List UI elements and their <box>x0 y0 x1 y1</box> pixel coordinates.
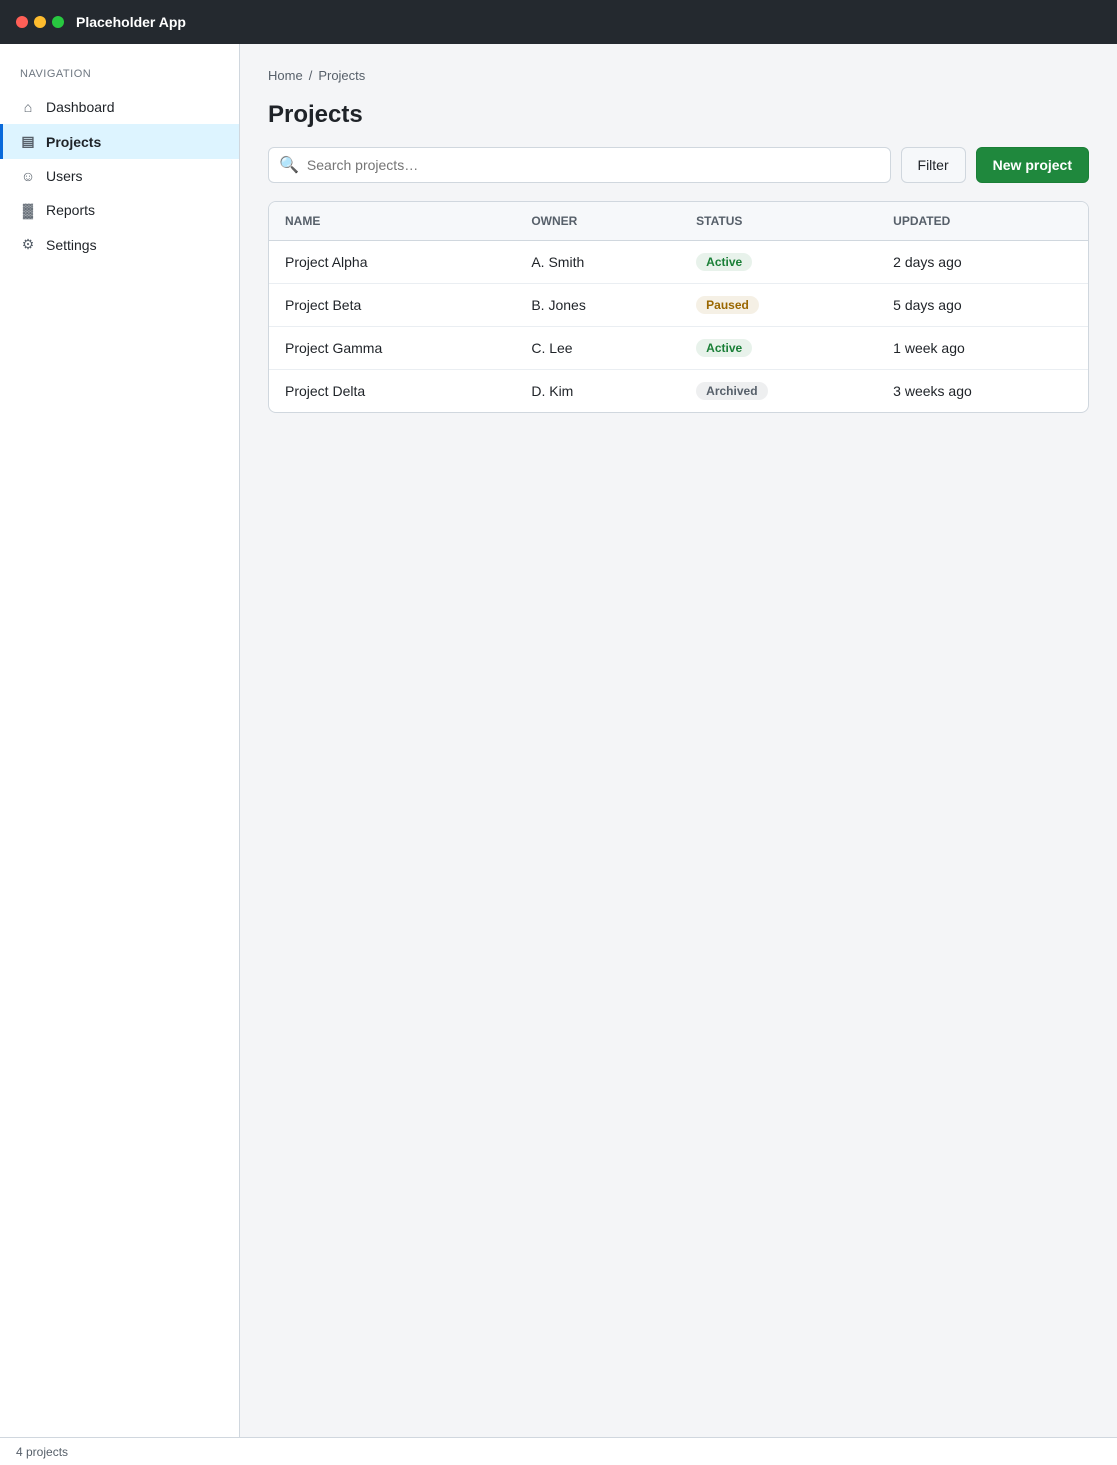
title-bar <box>0 0 1117 44</box>
projects-table <box>269 202 1088 412</box>
sidebar <box>0 44 240 1437</box>
search-input[interactable] <box>307 157 880 173</box>
window-title: Placeholder App <box>76 14 186 30</box>
sidebar-item-projects[interactable] <box>0 124 239 159</box>
status-badge: Paused <box>696 296 759 314</box>
table-row[interactable] <box>269 284 1088 327</box>
minimize-window-icon[interactable] <box>34 16 46 28</box>
sidebar-item-label: Settings <box>46 236 97 253</box>
chart-icon: ▓ <box>22 202 34 218</box>
column-header[interactable]: UPDATED <box>877 202 1088 241</box>
breadcrumb-current: Projects <box>318 68 366 83</box>
gear-icon: ⚙ <box>21 236 35 252</box>
close-window-icon[interactable] <box>16 16 28 28</box>
user-icon: ☺ <box>20 168 36 184</box>
sidebar-item-label: Users <box>46 168 83 184</box>
status-badge: Active <box>696 253 752 271</box>
table-cell: Project Beta <box>269 284 515 327</box>
sidebar-item-dashboard[interactable] <box>0 90 239 124</box>
table-cell: A. Smith <box>515 241 680 284</box>
column-header[interactable]: NAME <box>269 202 515 241</box>
table-row[interactable] <box>269 327 1088 370</box>
table-cell: 1 week ago <box>877 327 1088 370</box>
table-cell: D. Kim <box>531 383 574 399</box>
status-badge: Archived <box>696 382 767 400</box>
table-cell <box>680 327 877 370</box>
table-cell: C. Lee <box>515 327 680 370</box>
status-bar <box>0 1437 1117 1465</box>
table-cell: Project Alpha <box>269 241 515 284</box>
new-project-button[interactable]: New project <box>976 147 1089 183</box>
table-cell: B. Jones <box>515 284 680 327</box>
table-cell <box>680 284 877 327</box>
table-cell: 2 days ago <box>877 241 1088 284</box>
sidebar-item-users[interactable] <box>0 159 239 193</box>
sidebar-item-reports[interactable] <box>0 193 239 227</box>
table-cell <box>680 241 877 284</box>
main-content <box>240 44 1117 1437</box>
home-icon: ⌂ <box>23 99 33 115</box>
table-cell: 5 days ago <box>877 284 1088 327</box>
status-badge: Active <box>696 339 752 357</box>
maximize-window-icon[interactable] <box>52 16 64 28</box>
table-cell <box>680 370 877 413</box>
column-header[interactable]: OWNER <box>515 202 680 241</box>
toolbar <box>268 147 1089 183</box>
table-row[interactable] <box>269 241 1088 284</box>
filter-button[interactable]: Filter <box>901 147 966 183</box>
table-cell: Project Delta <box>285 383 366 399</box>
breadcrumb-separator: / <box>308 68 313 83</box>
search-icon: 🔍 <box>279 157 299 174</box>
column-header[interactable]: STATUS <box>680 202 877 241</box>
table-cell: Project Gamma <box>269 327 515 370</box>
page-title: Projects <box>268 101 363 128</box>
sidebar-heading: NAVIGATION <box>20 68 92 80</box>
breadcrumb <box>268 68 1089 83</box>
search-box <box>268 147 891 183</box>
sidebar-item-label: Dashboard <box>46 99 115 115</box>
folder-icon: ▤ <box>21 133 35 149</box>
table-cell: 3 weeks ago <box>893 383 972 399</box>
window-controls <box>16 16 64 28</box>
sidebar-item-label: Reports <box>46 202 96 218</box>
status-text: 4 projects <box>16 1444 69 1459</box>
projects-table-card <box>268 201 1089 413</box>
sidebar-item-label: Projects <box>46 133 102 150</box>
sidebar-item-settings[interactable] <box>0 227 239 262</box>
breadcrumb-home[interactable]: Home <box>268 68 303 83</box>
table-row[interactable] <box>269 370 1088 413</box>
